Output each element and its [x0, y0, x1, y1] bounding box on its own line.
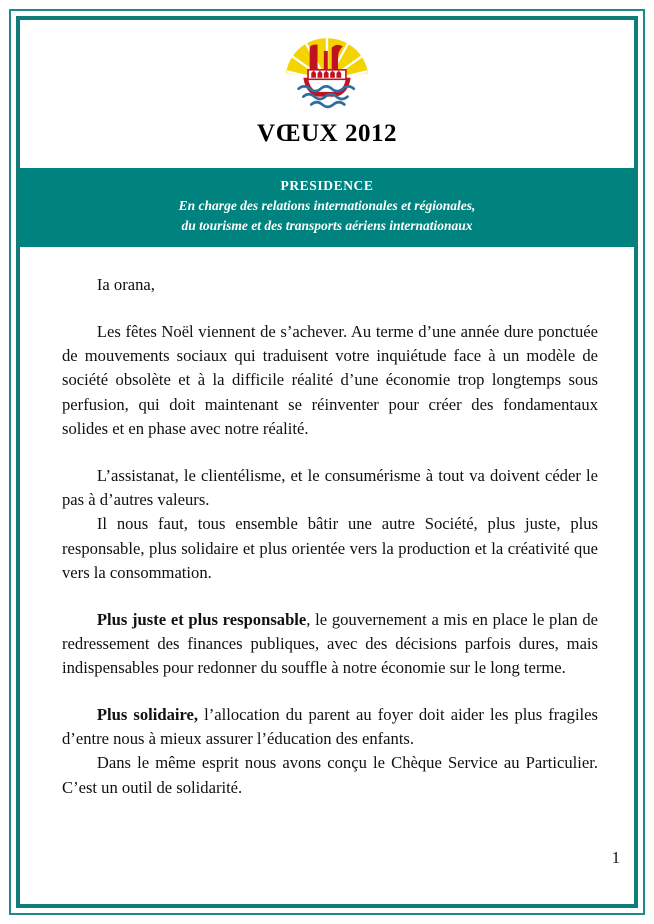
letter-paragraph-6: Dans le même esprit nous avons conçu le Chèque Service au Particulier. C’est un outil de solidarité.: [62, 753, 598, 797]
letter-paragraph-1: Les fêtes Noël viennent de s’achever. Au terme d’une année dure ponctuée de mouvements sociaux qui traduisent votre inquiétude face à un modèle de société obsolète et à la difficile réalité d’une économie trop longtemps sous perfusion, qui doit maintenant se réinventer pour créer des fondamentaux solides et en phase avec notre réalité.: [62, 321, 598, 438]
french-polynesia-coat-of-arms-icon: [279, 32, 375, 114]
letter-body: [20, 273, 634, 800]
page-number: 1: [611, 848, 620, 867]
banner-subtitle-line-2: du tourisme et des transports aériens internationaux: [181, 217, 473, 233]
banner-subtitle-line-1: En charge des relations internationales et régionales,: [178, 197, 476, 213]
letter-paragraph-4-lead: Plus juste et plus responsable: [96, 609, 307, 629]
presidency-banner: [20, 168, 634, 247]
letter-paragraph-5: [62, 703, 598, 752]
letter-paragraph-5-lead: Plus solidaire,: [96, 704, 199, 724]
emblem-container: [20, 20, 634, 114]
letter-paragraph-4-rest: , le gouvernement a mis en place le plan de redressement des finances publiques, avec des décisions parfois dures, mais indispensables pour redonner du souffle à notre économie sur le long terme.: [62, 609, 598, 678]
letter-salutation: Ia orana,: [96, 275, 155, 295]
page-title: VŒUX 2012: [257, 120, 397, 147]
page-content: [20, 20, 634, 904]
letter-paragraph-3: Il nous faut, tous ensemble bâtir une autre Société, plus juste, plus responsable, plus solidaire et plus orientée vers la production et la créativité que vers la consommation.: [62, 514, 598, 582]
letter-paragraph-2: L’assistanat, le clientélisme, et le consumérisme à tout va doivent céder le pas à d’autres valeurs.: [62, 465, 598, 509]
letter-paragraph-4: [62, 608, 598, 681]
letter-paragraph-5-rest: l’allocation du parent au foyer doit aider les plus fragiles d’entre nous à mieux assurer l’éducation des enfants.: [62, 704, 598, 749]
banner-title: PRESIDENCE: [280, 178, 374, 193]
